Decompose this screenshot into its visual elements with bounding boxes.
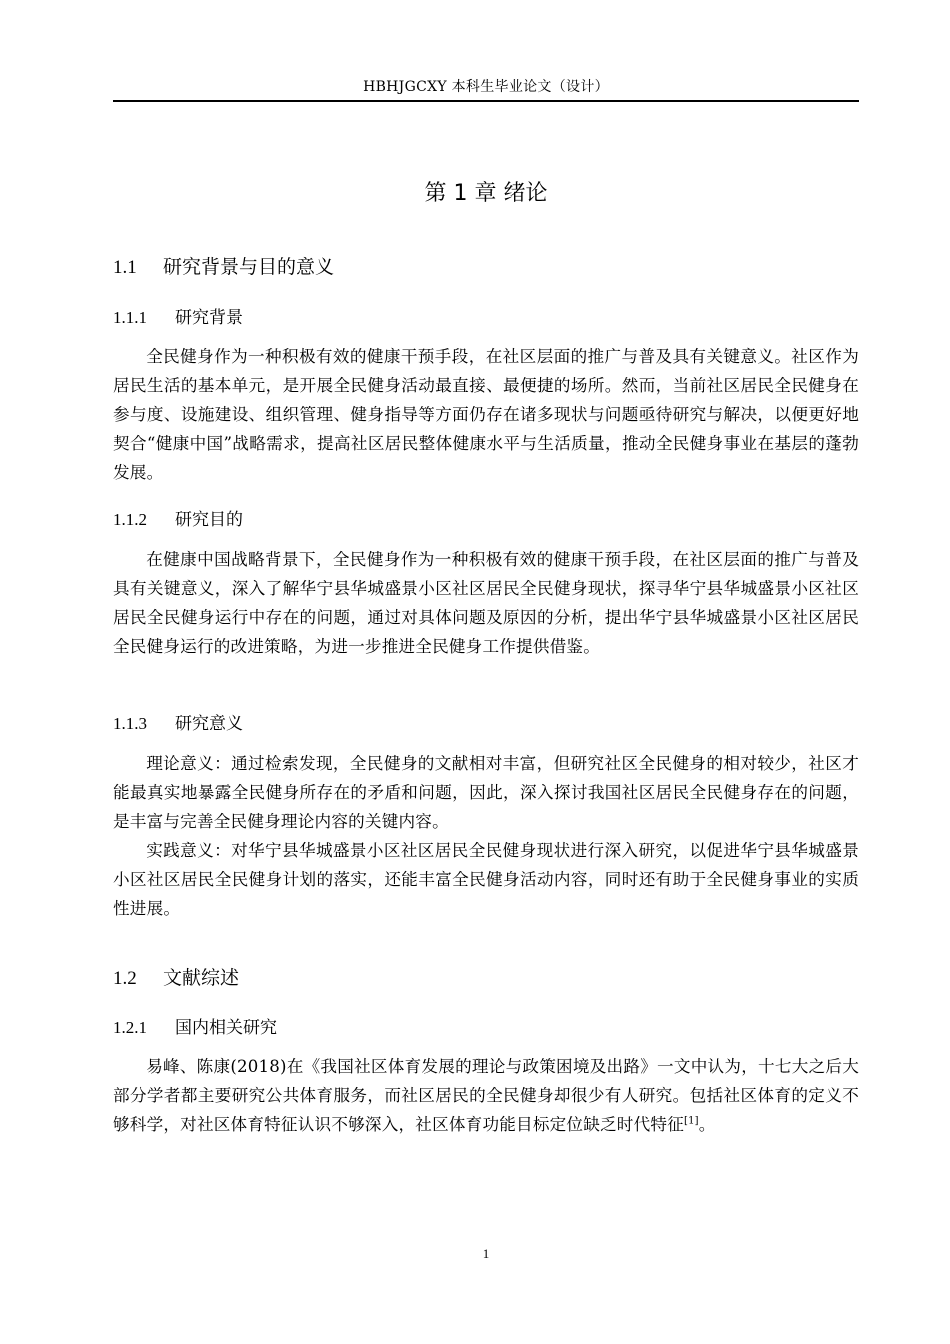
citation-reference[interactable]: [1] bbox=[684, 1115, 699, 1127]
paragraph-research-purpose: 在健康中国战略背景下，全民健身作为一种积极有效的健康干预手段，在社区层面的推广与普及具有关键意义，深入了解华宁县华城盛景小区社区居民全民健身现状，探寻华宁县华城盛景小区社区居民全民健身运行中存在的问题，通过对具体问题及原因的分析，提出华宁县华城盛景小区社区居民全民健身运行的改进策略，为进一步推进全民健身工作提供借鉴。 bbox=[113, 550, 859, 656]
subsection-title: 研究意义 bbox=[175, 714, 243, 734]
paragraph-theoretical-significance: 理论意义：通过检索发现，全民健身的文献相对丰富，但研究社区全民健身的相对较少，社区才能最真实地暴露全民健身所存在的矛盾和问题，因此，深入探讨我国社区居民全民健身存在的问题，是丰富与完善全民健身理论内容的关键内容。 bbox=[113, 754, 859, 831]
paragraph-text: 易峰、陈康(2018)在《我国社区体育发展的理论与政策困境及出路》一文中认为，十七大之后大部分学者都主要研究公共体育服务，而社区居民的全民健身却很少有人研究。包括社区体育的定义不够科学，对社区体育特征认识不够深入，社区体育功能目标定位缺乏时代特征 bbox=[113, 1057, 859, 1134]
paragraph-research-background: 全民健身作为一种积极有效的健康干预手段，在社区层面的推广与普及具有关键意义。社区作为居民生活的基本单元，是开展全民健身活动最直接、最便捷的场所。然而，当前社区居民全民健身在参与度、设施建设、组织管理、健身指导等方面仍存在诸多现状与问题亟待研究与解决，以便更好地契合“健康中国”战略需求，提高社区居民整体健康水平与生活质量，推动全民健身事业在基层的蓬勃发展。 bbox=[113, 347, 859, 482]
section-heading-1-2 bbox=[113, 963, 239, 994]
section-heading-1-1 bbox=[113, 252, 334, 283]
section-number: 1.1 bbox=[113, 257, 137, 278]
subsection-title: 研究背景 bbox=[175, 308, 243, 328]
running-header: HBHJGCXY 本科生毕业论文（设计） bbox=[363, 79, 609, 95]
subsection-heading-1-2-1 bbox=[113, 1014, 277, 1042]
subsection-heading-1-1-2 bbox=[113, 506, 243, 534]
chapter-title: 第 1 章 绪论 bbox=[424, 181, 548, 206]
paragraph-practical-significance: 实践意义：对华宁县华城盛景小区社区居民全民健身现状进行深入研究，以促进华宁县华城盛景小区社区居民全民健身计划的落实，还能丰富全民健身活动内容，同时还有助于全民健身事业的实质性进展。 bbox=[113, 841, 859, 918]
subsection-heading-1-1-3 bbox=[113, 710, 243, 738]
subsection-title: 国内相关研究 bbox=[175, 1018, 277, 1038]
subsection-title: 研究目的 bbox=[175, 510, 243, 530]
subsection-number: 1.2.1 bbox=[113, 1018, 147, 1037]
paragraph-domestic-research bbox=[113, 1052, 859, 1139]
header-rule bbox=[113, 100, 859, 102]
subsection-number: 1.1.1 bbox=[113, 308, 147, 327]
subsection-number: 1.1.2 bbox=[113, 510, 147, 529]
subsection-heading-1-1-1 bbox=[113, 304, 243, 332]
section-number: 1.2 bbox=[113, 968, 137, 989]
subsection-number: 1.1.3 bbox=[113, 714, 147, 733]
section-title: 研究背景与目的意义 bbox=[163, 256, 335, 278]
page-number: 1 bbox=[482, 1246, 490, 1261]
paragraph-text-end: 。 bbox=[698, 1115, 716, 1134]
section-title: 文献综述 bbox=[163, 967, 240, 989]
